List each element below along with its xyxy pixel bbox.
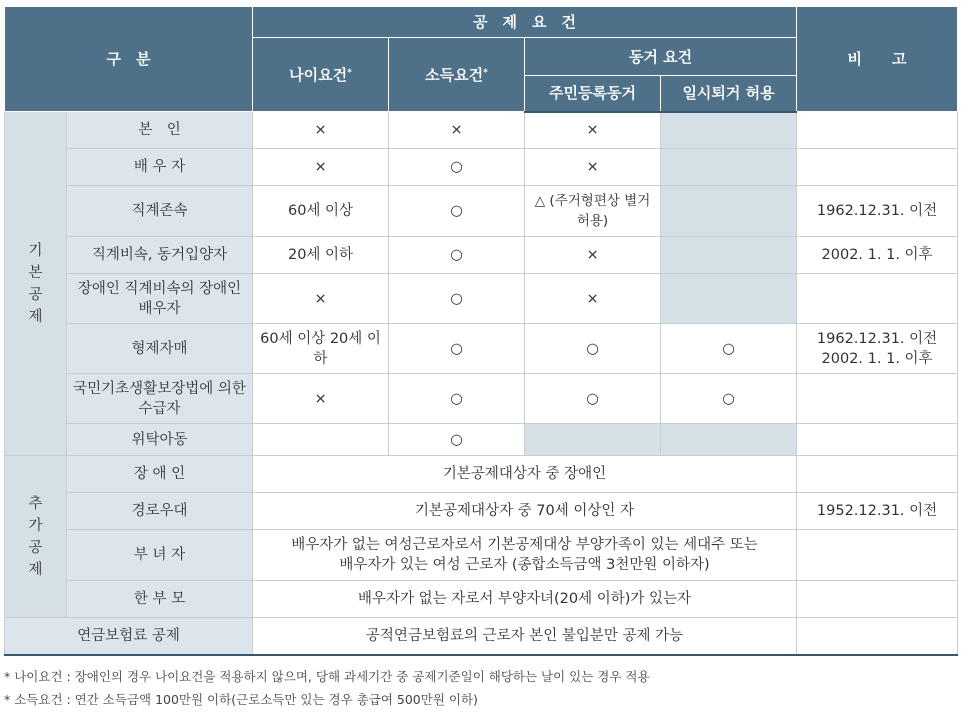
header-requirements: 공 제 요 건 — [253, 7, 797, 38]
resident-cell — [525, 424, 661, 456]
age-cell: × — [253, 274, 389, 324]
pension-row-name: 연금보험료 공제 — [5, 618, 253, 655]
note-cell — [797, 274, 958, 324]
age-cell: 60세 이상 — [253, 186, 389, 237]
description-cell: 배우자가 없는 여성근로자로서 기본공제대상 부양가족이 있는 세대주 또는 배우자가 있는 여성 근로자 (종합소득금액 3천만원 이하자) — [253, 530, 797, 581]
note-cell — [797, 424, 958, 456]
resident-cell: ○ — [525, 324, 661, 374]
description-cell: 배우자가 없는 자로서 부양자녀(20세 이하)가 있는자 — [253, 581, 797, 618]
note-cell: 1952.12.31. 이전 — [797, 493, 958, 530]
note-cell — [797, 456, 958, 493]
row-name: 국민기초생활보장법에 의한 수급자 — [67, 374, 253, 424]
row-name: 경로우대 — [67, 493, 253, 530]
resident-cell: × — [525, 237, 661, 274]
row-name: 위탁아동 — [67, 424, 253, 456]
row-name: 한 부 모 — [67, 581, 253, 618]
note-cell: 1962.12.31. 이전 2002. 1. 1. 이후 — [797, 324, 958, 374]
temp-cell — [661, 186, 797, 237]
age-cell: × — [253, 112, 389, 149]
income-cell: ○ — [389, 149, 525, 186]
pension-note — [797, 618, 958, 655]
row-name: 장 애 인 — [67, 456, 253, 493]
row-name: 배 우 자 — [67, 149, 253, 186]
header-remarks: 비 고 — [797, 7, 958, 112]
resident-cell: × — [525, 112, 661, 149]
income-cell: ○ — [389, 324, 525, 374]
age-cell: × — [253, 149, 389, 186]
note-cell: 2002. 1. 1. 이후 — [797, 237, 958, 274]
pension-description: 공적연금보험료의 근로자 본인 불입분만 공제 가능 — [253, 618, 797, 655]
resident-cell: △ (주거형편상 별거 허용) — [525, 186, 661, 237]
temp-cell: ○ — [661, 324, 797, 374]
temp-cell — [661, 149, 797, 186]
row-name: 부 녀 자 — [67, 530, 253, 581]
row-name: 장애인 직계비속의 장애인 배우자 — [67, 274, 253, 324]
row-name: 직계비속, 동거입양자 — [67, 237, 253, 274]
header-category: 구 분 — [5, 7, 253, 112]
temp-cell — [661, 112, 797, 149]
temp-cell — [661, 237, 797, 274]
header-temp-leave: 일시퇴거 허용 — [661, 76, 797, 112]
income-cell: ○ — [389, 424, 525, 456]
note-cell — [797, 530, 958, 581]
note-cell — [797, 581, 958, 618]
header-cohab-req: 동거 요건 — [525, 38, 797, 76]
footnote-income: * 소득요건 : 연간 소득금액 100만원 이하(근로소득만 있는 경우 총급여 500만원 이하) — [4, 692, 478, 707]
income-cell: ○ — [389, 374, 525, 424]
row-name: 본 인 — [67, 112, 253, 149]
basic-deduction-label: 기본공제 — [5, 112, 67, 456]
note-cell — [797, 112, 958, 149]
age-cell — [253, 424, 389, 456]
temp-cell: ○ — [661, 374, 797, 424]
age-cell: 20세 이하 — [253, 237, 389, 274]
age-cell: × — [253, 374, 389, 424]
resident-cell: ○ — [525, 374, 661, 424]
income-cell: ○ — [389, 274, 525, 324]
income-cell: ○ — [389, 237, 525, 274]
resident-cell: × — [525, 149, 661, 186]
header-resident-reg: 주민등록동거 — [525, 76, 661, 112]
deduction-requirements-table — [4, 6, 958, 656]
header-income-req: 소득요건* — [389, 38, 525, 112]
row-name: 형제자매 — [67, 324, 253, 374]
description-cell: 기본공제대상자 중 장애인 — [253, 456, 797, 493]
note-cell: 1962.12.31. 이전 — [797, 186, 958, 237]
note-cell — [797, 149, 958, 186]
description-cell: 기본공제대상자 중 70세 이상인 자 — [253, 493, 797, 530]
note-cell — [797, 374, 958, 424]
temp-cell — [661, 274, 797, 324]
temp-cell — [661, 424, 797, 456]
header-age-req: 나이요건* — [253, 38, 389, 112]
footnote-age: * 나이요건 : 장애인의 경우 나이요건을 적용하지 않으며, 당해 과세기간 중 공제기준일이 해당하는 날이 있는 경우 적용 — [4, 669, 650, 684]
income-cell: × — [389, 112, 525, 149]
age-cell: 60세 이상 20세 이하 — [253, 324, 389, 374]
income-cell: ○ — [389, 186, 525, 237]
additional-deduction-label: 추가공제 — [5, 456, 67, 618]
row-name: 직계존속 — [67, 186, 253, 237]
resident-cell: × — [525, 274, 661, 324]
